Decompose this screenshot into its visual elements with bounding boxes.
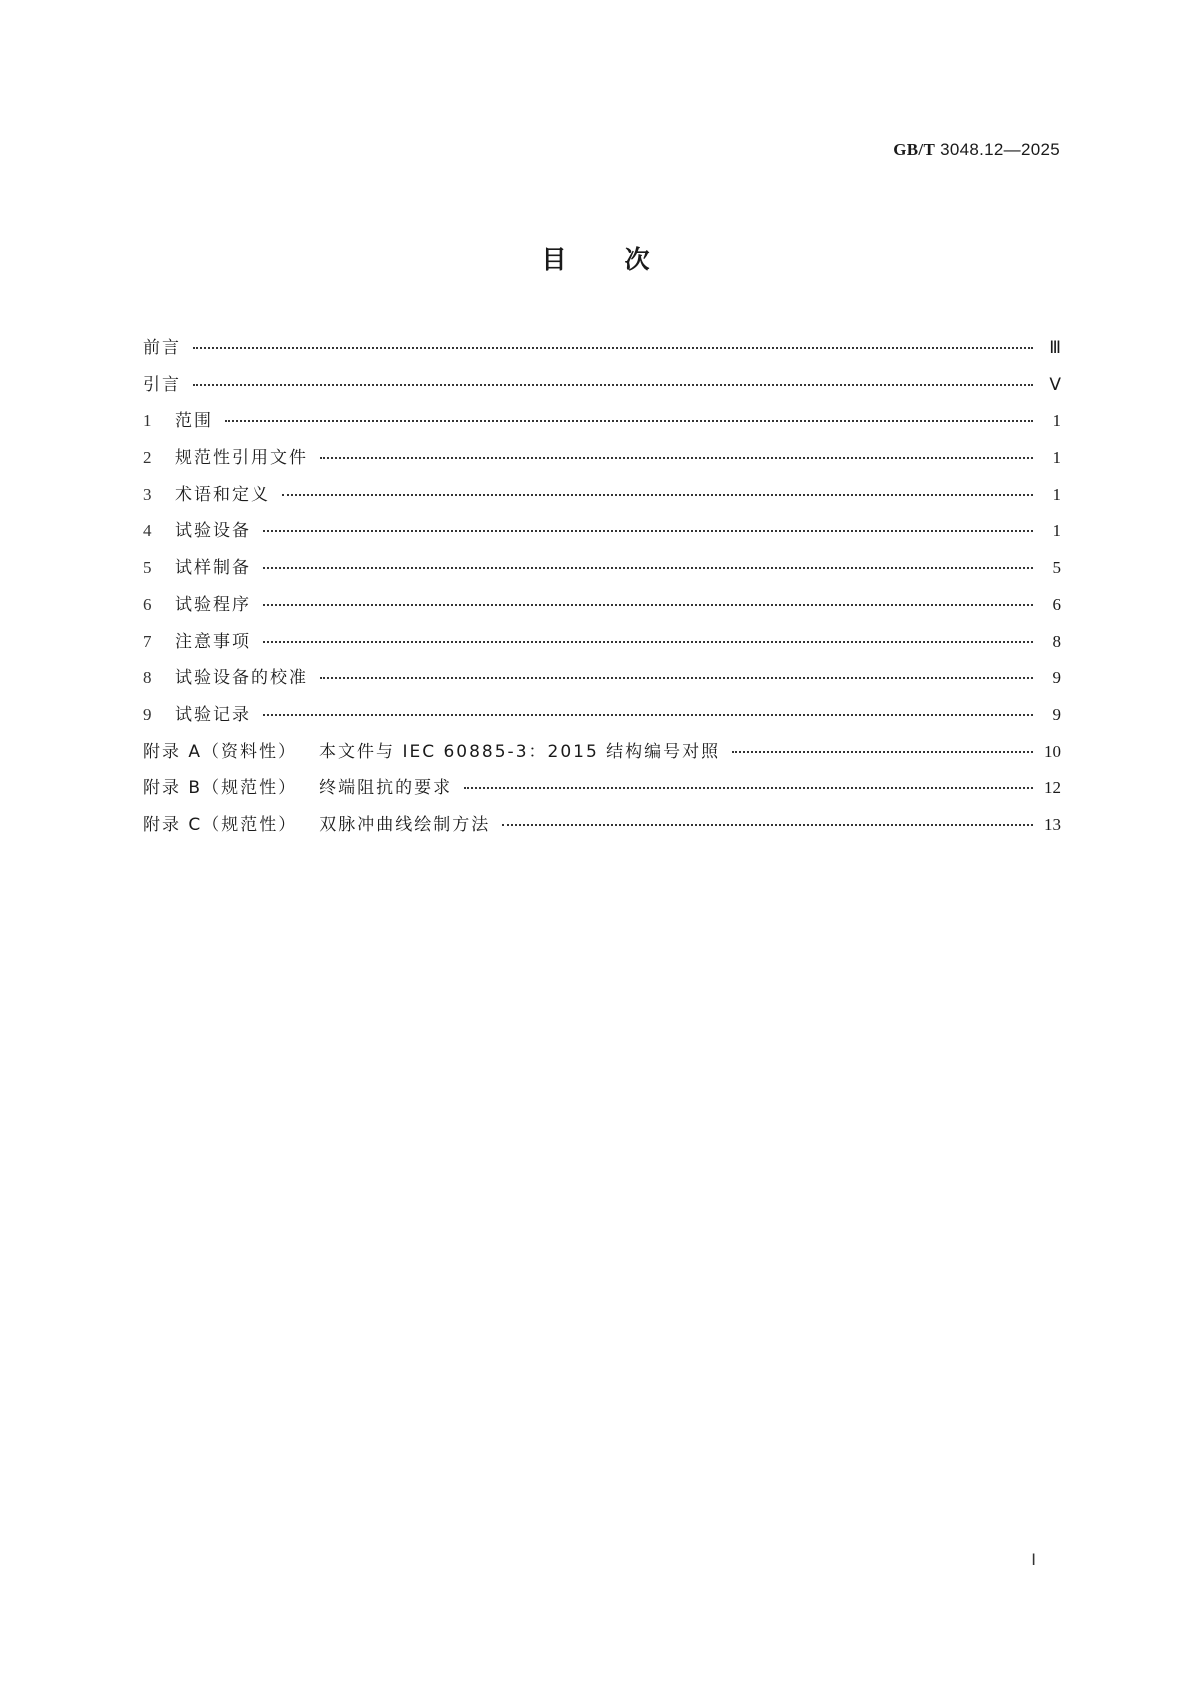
toc-entry-label: 规范性引用文件 (175, 448, 308, 469)
standard-prefix: GB/T (893, 140, 936, 159)
toc-leader-dots (502, 824, 1033, 826)
toc-entry-label: 终端阻抗的要求 (319, 778, 453, 799)
toc-entry-number: 3 (143, 484, 152, 504)
toc-entry[interactable] (143, 447, 1061, 484)
toc-entry-number: 7 (143, 631, 152, 651)
toc-entry[interactable] (143, 704, 1061, 741)
toc-entry-label: 范围 (175, 411, 213, 432)
toc-entry-page: 9 (1052, 704, 1061, 724)
toc-entry-page: 10 (1044, 741, 1061, 761)
table-of-contents (143, 337, 1061, 851)
toc-entry-page: 1 (1052, 484, 1061, 504)
toc-entry[interactable] (143, 337, 1061, 374)
toc-entry-number: 9 (143, 704, 152, 724)
toc-leader-dots (263, 530, 1033, 532)
toc-entry-page: 1 (1052, 521, 1061, 541)
toc-entry-page: 1 (1052, 448, 1061, 468)
toc-entry-page: 13 (1044, 814, 1061, 834)
toc-entry-label: 试验设备 (175, 521, 251, 542)
toc-entry-page: 5 (1052, 558, 1061, 578)
toc-entry-page: Ⅴ (1049, 374, 1061, 394)
toc-leader-dots (464, 787, 1033, 789)
toc-entry[interactable] (143, 631, 1061, 668)
toc-leader-dots (320, 457, 1033, 459)
toc-entry-page: 1 (1052, 411, 1061, 431)
toc-entry-number: 5 (143, 558, 152, 578)
toc-entry-number: 2 (143, 448, 152, 468)
toc-entry-page: 9 (1052, 668, 1061, 688)
toc-leader-dots (263, 641, 1033, 643)
toc-entry[interactable] (143, 777, 1061, 814)
toc-entry-label: 试验记录 (175, 704, 251, 725)
toc-leader-dots (193, 347, 1033, 349)
toc-entry-appendix-prefix: 附录 A（资料性） (143, 741, 298, 762)
toc-entry[interactable] (143, 374, 1061, 411)
toc-entry-label: 引言 (143, 374, 181, 395)
toc-entry-number: 1 (143, 411, 152, 431)
toc-entry-label: 试样制备 (175, 558, 251, 579)
toc-entry-page: Ⅲ (1049, 338, 1061, 357)
toc-leader-dots (263, 604, 1033, 606)
standard-code (893, 140, 1060, 160)
toc-leader-dots (732, 751, 1033, 753)
toc-entry-label: 注意事项 (175, 631, 251, 652)
toc-entry[interactable] (143, 484, 1061, 521)
toc-entry[interactable] (143, 741, 1061, 778)
toc-entry-page: 6 (1052, 594, 1061, 614)
toc-leader-dots (320, 677, 1033, 679)
page-title: 目次 (541, 245, 708, 274)
toc-entry-label: 前言 (143, 338, 181, 358)
page-number: Ⅰ (1031, 1552, 1036, 1569)
toc-entry-number: 4 (143, 521, 152, 541)
toc-entry-number: 8 (143, 668, 152, 688)
toc-entry-number: 6 (143, 594, 152, 614)
toc-entry-page: 8 (1052, 631, 1061, 651)
toc-entry[interactable] (143, 667, 1061, 704)
toc-entry-label: 试验程序 (175, 594, 251, 615)
toc-entry-label: 试验设备的校准 (175, 668, 308, 689)
toc-leader-dots (263, 714, 1033, 716)
toc-entry-label: 本文件与 IEC 60885-3：2015 结构编号对照 (319, 741, 721, 762)
toc-entry[interactable] (143, 814, 1061, 851)
toc-entry-label: 双脉冲曲线绘制方法 (319, 814, 491, 835)
toc-entry-appendix-prefix: 附录 C（规范性） (143, 814, 298, 835)
toc-entry[interactable] (143, 557, 1061, 594)
toc-entry[interactable] (143, 410, 1061, 447)
toc-entry-label: 术语和定义 (175, 484, 270, 505)
toc-leader-dots (225, 420, 1033, 422)
standard-number: 3048.12—2025 (940, 140, 1060, 159)
toc-leader-dots (282, 494, 1033, 496)
toc-entry-appendix-prefix: 附录 B（规范性） (143, 778, 298, 799)
toc-entry[interactable] (143, 594, 1061, 631)
toc-leader-dots (263, 567, 1033, 569)
toc-leader-dots (193, 384, 1033, 386)
toc-entry[interactable] (143, 520, 1061, 557)
toc-entry-page: 12 (1044, 778, 1061, 798)
